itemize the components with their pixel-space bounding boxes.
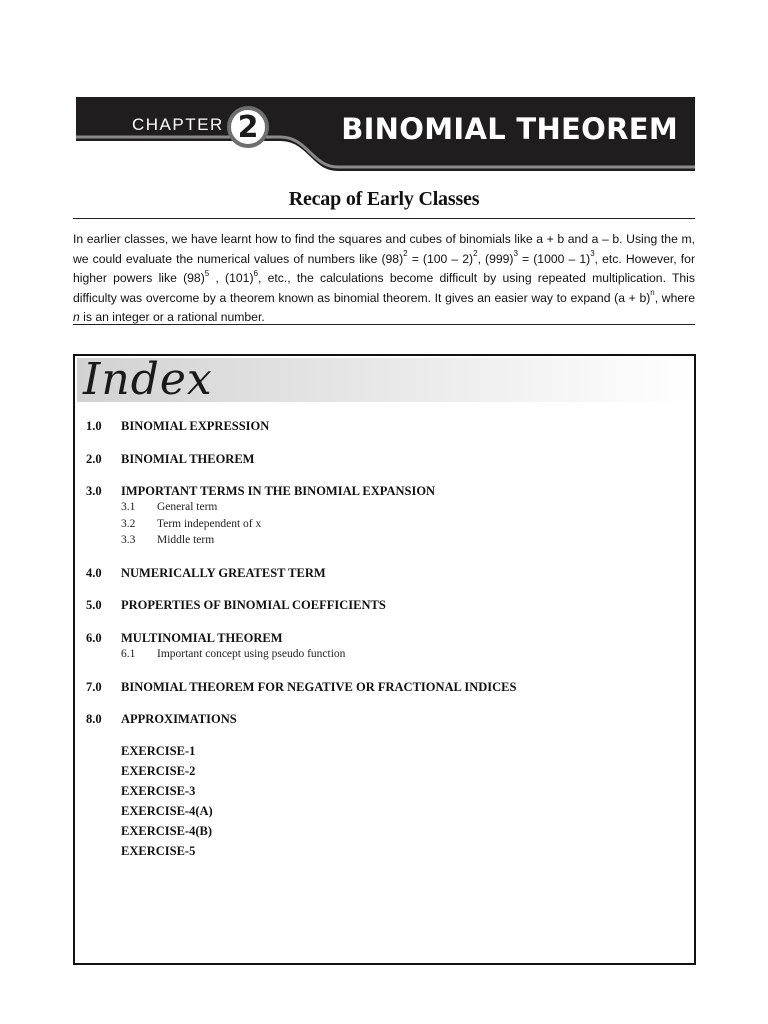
section-number: 8.0 — [86, 712, 102, 726]
exponent: 2 — [403, 249, 408, 259]
toc-exercise[interactable]: EXERCISE-4(A) — [121, 804, 213, 818]
recap-bottom-rule — [73, 324, 695, 325]
section-title: IMPORTANT TERMS IN THE BINOMIAL EXPANSION — [121, 484, 436, 498]
recap-text: , etc. However, for higher powers like (98) — [73, 251, 695, 285]
index-header — [77, 354, 692, 405]
exponent: n — [650, 288, 655, 298]
section-number: 4.0 — [86, 566, 102, 580]
exponent: 3 — [513, 249, 518, 259]
section-title: BINOMIAL THEOREM FOR NEGATIVE OR FRACTIONAL INDICES — [121, 680, 517, 694]
section-number: 1.0 — [86, 419, 102, 433]
section-title: NUMERICALLY GREATEST TERM — [121, 566, 326, 580]
recap-text: , (101) — [209, 271, 254, 285]
recap-paragraph — [73, 230, 695, 328]
exponent: 5 — [204, 268, 210, 278]
subsection-title: Middle term — [157, 534, 215, 546]
section-title: BINOMIAL THEOREM — [121, 452, 255, 466]
section-number: 6.0 — [86, 631, 102, 645]
subsection-number: 3.3 — [121, 534, 136, 546]
subsection-number: 6.1 — [121, 648, 136, 660]
index-heading: Index — [83, 354, 213, 405]
toc-exercise[interactable]: EXERCISE-1 — [121, 744, 196, 758]
recap-text: , (999) — [477, 251, 514, 266]
subsection-title: Important concept using pseudo function — [157, 648, 346, 660]
exponent: 3 — [590, 249, 595, 259]
recap-text: is an integer or a rational number. — [79, 310, 265, 324]
exponent: 6 — [253, 268, 258, 278]
recap-text: , where — [654, 290, 696, 305]
section-number: 2.0 — [86, 452, 102, 466]
section-number: 3.0 — [86, 484, 102, 498]
exponent: 2 — [473, 249, 478, 259]
toc-exercise[interactable]: EXERCISE-4(B) — [121, 824, 212, 838]
section-title: MULTINOMIAL THEOREM — [121, 631, 283, 645]
chapter-title: BINOMIAL THEOREM — [341, 112, 678, 146]
index-box — [73, 354, 696, 965]
variable-n: n — [73, 310, 80, 324]
section-title: APPROXIMATIONS — [121, 712, 237, 726]
recap-text: In earlier classes, we have learnt how to find the squares and cubes of binomials like a + b and a – b. Using the m, we could evaluate the numerical values of numbers like (98) — [73, 232, 695, 266]
recap-text: , etc., the calculations become difficult by using repeated multiplication. This difficulty was overcome by a theorem known as binomial theorem. It gives an easier way to expand (a + b) — [73, 271, 695, 305]
section-title: PROPERTIES OF BINOMIAL COEFFICIENTS — [121, 598, 386, 612]
chapter-number-badge: 2 — [227, 106, 269, 148]
recap-text: = (100 – 2) — [407, 251, 474, 266]
subsection-number: 3.2 — [121, 518, 136, 530]
toc-exercise[interactable]: EXERCISE-5 — [121, 844, 196, 858]
section-title: BINOMIAL EXPRESSION — [121, 419, 270, 433]
subsection-number: 3.1 — [121, 501, 136, 513]
chapter-label: CHAPTER — [132, 115, 224, 134]
toc-exercise[interactable]: EXERCISE-3 — [121, 784, 196, 798]
section-number: 7.0 — [86, 680, 102, 694]
chapter-banner — [76, 97, 695, 171]
recap-top-rule — [73, 218, 695, 219]
recap-text: = (1000 – 1) — [517, 251, 591, 266]
recap-title: Recap of Early Classes — [288, 188, 480, 210]
toc-exercise[interactable]: EXERCISE-2 — [121, 764, 196, 778]
subsection-title: Term independent of x — [157, 518, 262, 530]
subsection-title: General term — [157, 501, 218, 513]
section-number: 5.0 — [86, 598, 102, 612]
